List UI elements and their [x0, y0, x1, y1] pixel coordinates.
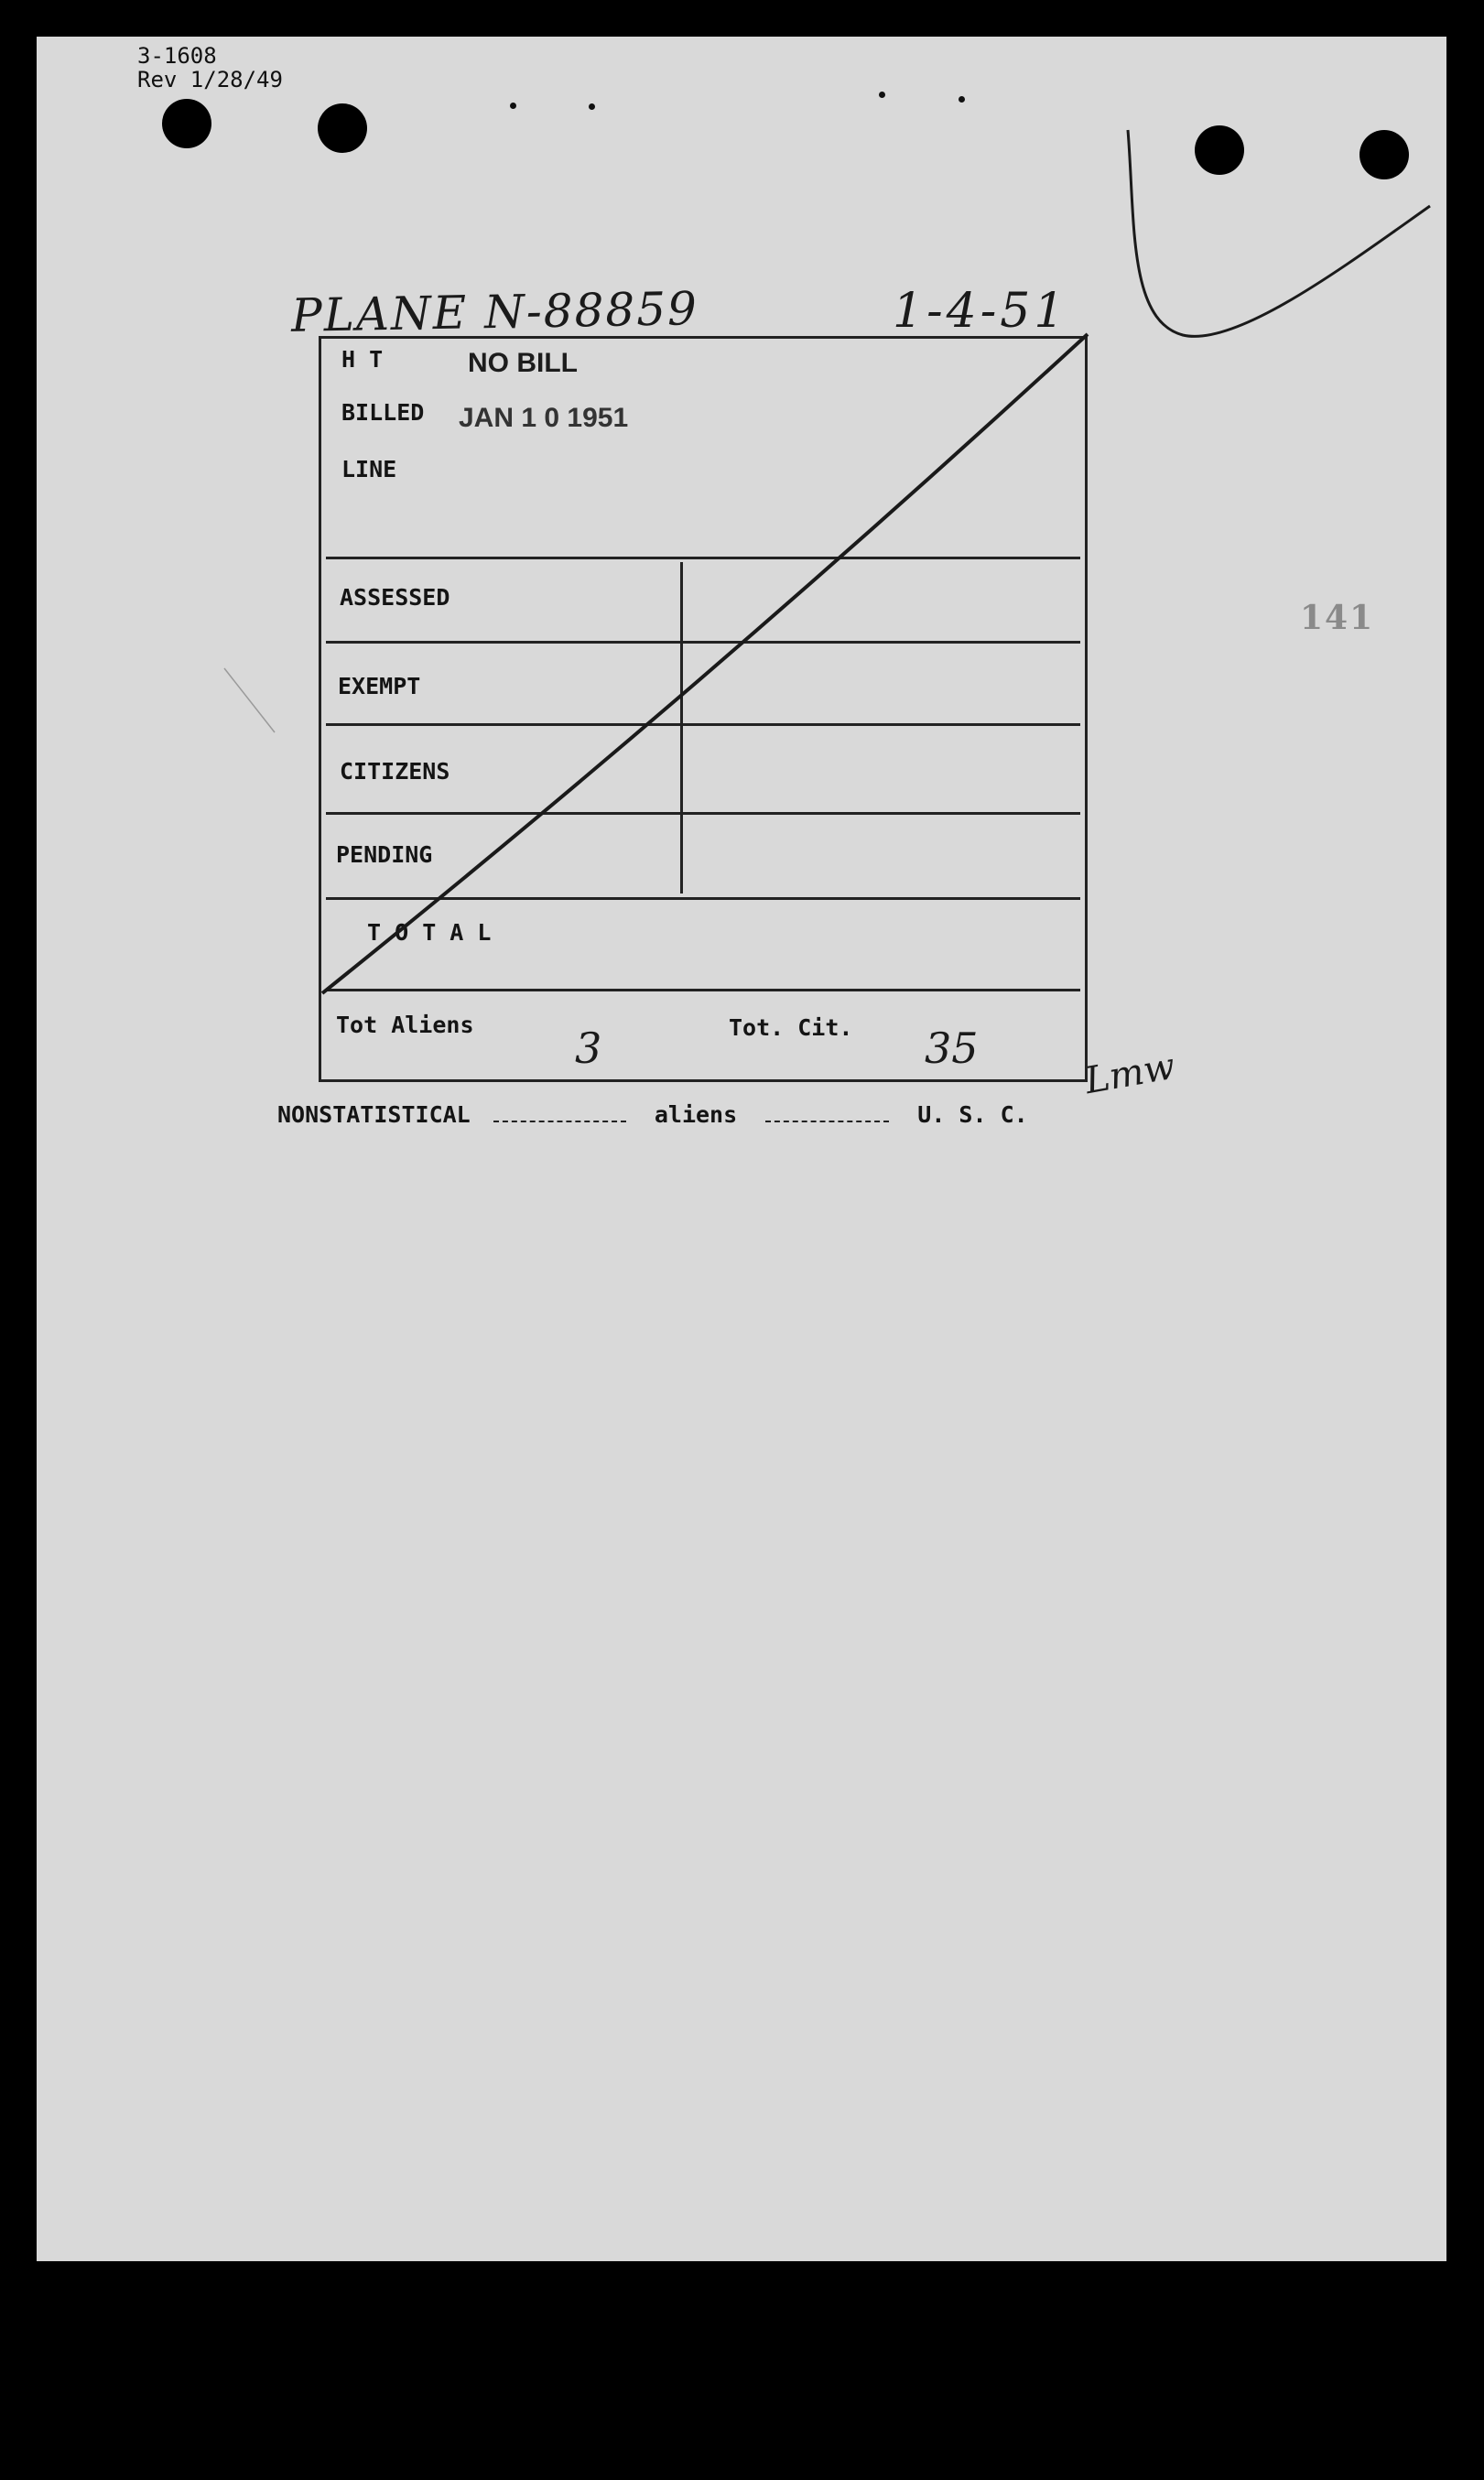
usc-label: U. S. C.: [917, 1101, 1028, 1128]
handwritten-initials: Lmw: [1081, 1045, 1178, 1103]
corner-curve-mark: [1128, 130, 1430, 336]
handwritten-date: 1-4-51: [893, 284, 1068, 339]
handwritten-citizens-count: 35: [925, 1023, 979, 1073]
total-label: T O T A L: [367, 919, 492, 946]
form-number: 3-1608: [137, 43, 217, 69]
row-label-exempt: EXEMPT: [338, 673, 421, 699]
tot-cit-label: Tot. Cit.: [729, 1014, 853, 1041]
margin-tick: [224, 668, 275, 732]
handwritten-aliens-count: 3: [575, 1023, 602, 1073]
no-bill-stamp: NO BILL: [468, 348, 578, 378]
ht-label: H T: [341, 346, 384, 373]
nonstatistical-label: NONSTATISTICAL: [277, 1101, 471, 1128]
billed-date-stamp: JAN 1 0 1951: [459, 403, 629, 433]
line-label: LINE: [341, 456, 397, 482]
form-revision: Rev 1/28/49: [137, 67, 283, 93]
diagonal-strike-line: [322, 334, 1088, 993]
aliens-label: aliens: [654, 1101, 738, 1128]
row-label-assessed: ASSESSED: [340, 584, 450, 611]
tot-aliens-label: Tot Aliens: [336, 1012, 474, 1038]
page-number: 141: [1300, 599, 1375, 637]
row-label-pending: PENDING: [336, 841, 433, 868]
handwritten-plane: PLANE N-88859: [290, 282, 699, 342]
billed-label: BILLED: [341, 399, 425, 426]
row-label-citizens: CITIZENS: [340, 758, 450, 785]
